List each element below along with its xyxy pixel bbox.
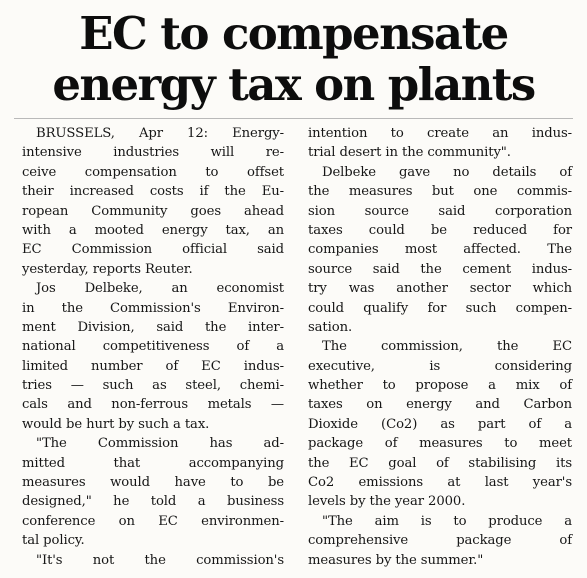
article-column-right — [308, 124, 572, 570]
article-line: taxes could be reduced for — [308, 222, 572, 238]
article-line: BRUSSELS, Apr 12: Energy- — [36, 126, 284, 141]
article-line: Jos Delbeke, an economist — [36, 281, 284, 297]
article-line: in the Commission's Environ- — [22, 300, 284, 316]
article-line: "It's not the commission's — [36, 552, 284, 568]
article-line: ceive compensation to offset — [22, 164, 284, 180]
article-line: levels by the year 2000. — [308, 494, 466, 510]
article-line: measures by the summer." — [308, 552, 484, 568]
article-line: Delbeke gave no details of — [322, 164, 572, 180]
article-line: mitted that accompanying — [22, 455, 284, 471]
article-line: trial desert in the community". — [308, 145, 511, 161]
article-line: package of measures to meet — [308, 436, 572, 452]
article-line: limited number of EC indus- — [22, 358, 284, 374]
headline-line-1: EC to compensate — [79, 7, 508, 60]
article-line: ment Division, said the inter- — [22, 319, 284, 335]
article-line: comprehensive package of — [308, 533, 572, 549]
article-line: the EC goal of stabilising its — [308, 455, 572, 471]
article-column-left — [22, 124, 284, 570]
article-line: their increased costs if the Eu- — [22, 184, 284, 200]
article-line: sion source said corporation — [308, 203, 572, 219]
article-line: measures would have to be — [22, 475, 284, 491]
article-line: ropean Community goes ahead — [22, 203, 284, 219]
article-line: "The Commission has ad- — [36, 436, 284, 452]
article-line: whether to propose a mix of — [308, 378, 572, 394]
article-line: the measures but one commis- — [308, 184, 572, 200]
article-line: conference on EC environmen- — [22, 513, 284, 529]
article-line: "The aim is to produce a — [322, 513, 572, 529]
article-line: yesterday, reports Reuter. — [22, 261, 193, 277]
article-line: would be hurt by such a tax. — [22, 416, 210, 432]
article-line: try was another sector which — [308, 281, 572, 297]
headline — [0, 8, 587, 110]
article-line: cals and non-ferrous metals — — [22, 397, 284, 413]
article-line: intensive industries will re- — [22, 145, 284, 161]
article-line: designed," he told a business — [22, 494, 284, 510]
article-line: executive, is considering — [308, 358, 572, 374]
headline-line-2: energy tax on plants — [52, 58, 535, 111]
article-line: Dioxide (Co2) as part of a — [308, 416, 572, 432]
article-line: Co2 emissions at last year's — [308, 475, 572, 491]
article-line: The commission, the EC — [322, 339, 572, 355]
article-line: tries — such as steel, chemi- — [22, 378, 284, 394]
article-line: intention to create an indus- — [308, 126, 572, 141]
article-line: companies most affected. The — [308, 242, 572, 258]
article-line: national competitiveness of a — [22, 339, 284, 355]
article-line: could qualify for such compen- — [308, 300, 572, 316]
article-line: source said the cement indus- — [308, 261, 572, 277]
article-line: EC Commission official said — [22, 242, 284, 258]
article-line: with a mooted energy tax, an — [22, 222, 284, 238]
headline-divider — [14, 118, 573, 119]
article-line: taxes on energy and Carbon — [308, 397, 572, 413]
article-line: tal policy. — [22, 533, 85, 549]
article-line: sation. — [308, 319, 353, 335]
